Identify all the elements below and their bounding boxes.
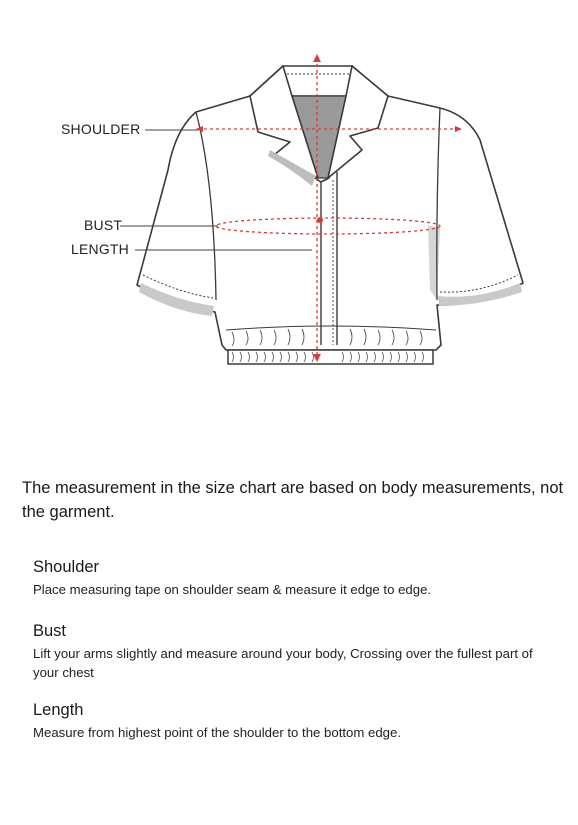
length-heading: Length xyxy=(33,701,84,719)
length-callout: LENGTH xyxy=(71,241,129,257)
length-section xyxy=(33,700,553,742)
bust-callout: BUST xyxy=(84,217,123,233)
shoulder-instructions: Place measuring tape on shoulder seam & measure it edge to edge. xyxy=(33,582,432,597)
measurement-note: The measurement in the size chart are based on body measurements, not the garment. xyxy=(22,479,564,521)
shoulder-section xyxy=(33,557,553,599)
shoulder-callout: SHOULDER xyxy=(61,121,141,137)
length-instructions: Measure from highest point of the shoulder to the bottom edge. xyxy=(33,725,402,740)
shoulder-heading: Shoulder xyxy=(33,558,100,576)
length-arrow-top xyxy=(313,54,321,62)
bust-marker xyxy=(317,217,323,223)
waistband xyxy=(228,350,433,364)
bust-section xyxy=(33,621,553,682)
bust-instructions: Lift your arms slightly and measure around your body, Crossing over the fullest part of your chest xyxy=(33,646,533,680)
bust-heading: Bust xyxy=(33,622,67,640)
